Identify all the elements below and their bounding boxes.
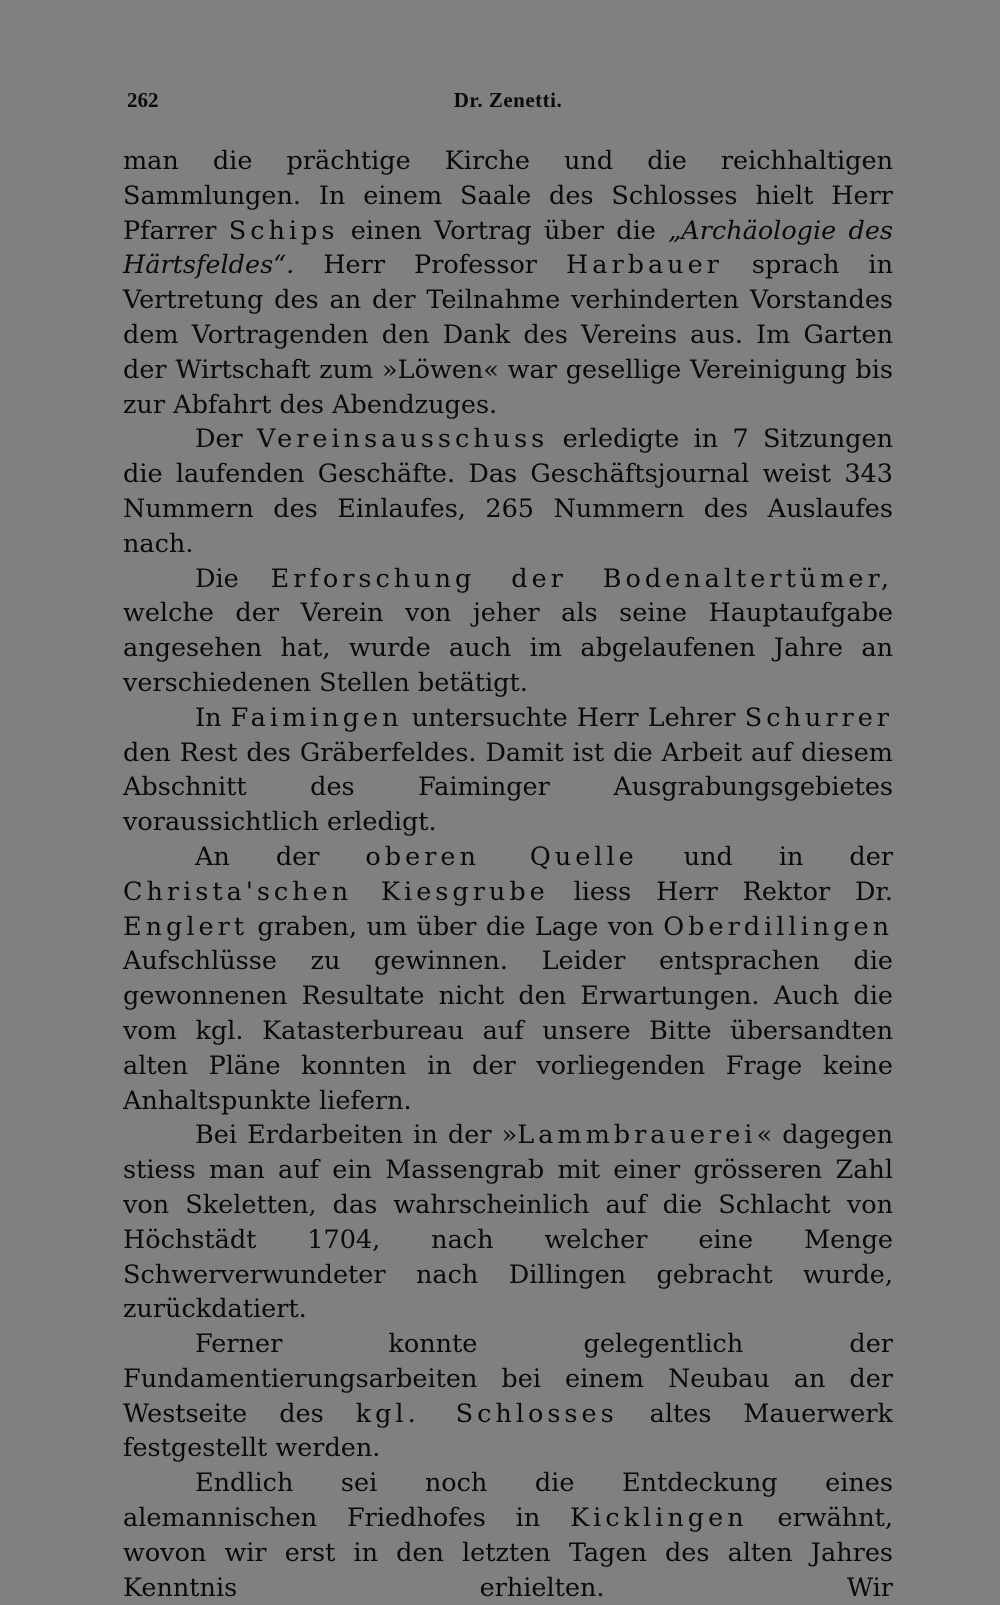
paragraph-1: man die prächtige Kirche und die reichhaltigen Sammlungen. In einem Saale des Schlosses hielt Herr Pfarrer Schips einen Vortrag über die „Archäologie des Härtsfeldes“. Herr Professor Harbauer sprach in Vertretung des an der Teilnahme verhinderten Vorstandes dem Vortragenden den Dank des Vereins aus. Im Garten der Wirtschaft zum »Löwen« war gesellige Vereinigung bis zur Abfahrt des Abendzuges. bbox=[123, 146, 894, 420]
page-number: 262 bbox=[127, 88, 159, 112]
body-text bbox=[123, 144, 893, 1605]
paragraph-5: An der oberen Quelle und in der Christa'schen Kiesgrube liess Herr Rektor Dr. Englert graben, um über die Lage von Oberdillingen Aufschlüsse zu gewinnen. Leider entsprachen die gewonnenen Resultate nicht den Erwartungen. Auch die vom kgl. Katasterbureau auf unsere Bitte übersandten alten Pläne konnten in der vorliegenden Frage keine Anhaltspunkte liefern. bbox=[123, 841, 894, 1116]
paragraph-8: Endlich sei noch die Entdeckung eines alemannischen Friedhofes in Kicklingen erwähnt, wovon wir erst in den letzten Tagen des alten Jahres Kenntnis erhielten. Wir bbox=[123, 1468, 893, 1603]
paragraph-7: Ferner konnte gelegentlich der Fundamentierungsarbeiten bei einem Neubau an der Westseite des kgl. Schlosses altes Mauerwerk festgestellt werden. bbox=[123, 1329, 893, 1464]
paragraph-3: Die Erforschung der Bodenaltertümer, welche der Verein von jeher als seine Hauptaufgabe angesehen hat, wurde auch im abgelaufenen Jahre an verschiedenen Stellen betätigt. bbox=[123, 563, 893, 698]
paragraph-6: Bei Erdarbeiten in der »Lammbrauerei« dagegen stiess man auf ein Massengrab mit einer grösseren Zahl von Skeletten, das wahrscheinlich auf die Schlacht von Höchstädt 1704, nach welcher eine Menge Schwerverwundeter nach Dillingen gebracht wurde, zurückdatiert. bbox=[123, 1120, 893, 1325]
paragraph-4: In Faimingen untersuchte Herr Lehrer Schurrer den Rest des Gräberfeldes. Damit ist die Arbeit auf diesem Abschnitt des Faiminger Ausgrabungsgebietes voraussichtlich erledigt. bbox=[123, 702, 893, 838]
running-title: Dr. Zenetti. bbox=[453, 88, 563, 112]
page-header bbox=[123, 82, 893, 118]
paragraph-2: Der Vereinsausschuss erledigte in 7 Sitzungen die laufenden Geschäfte. Das Geschäftsjournal weist 343 Nummern des Einlaufes, 265 Nummern des Auslaufes nach. bbox=[123, 424, 893, 559]
book-page bbox=[123, 82, 894, 1603]
